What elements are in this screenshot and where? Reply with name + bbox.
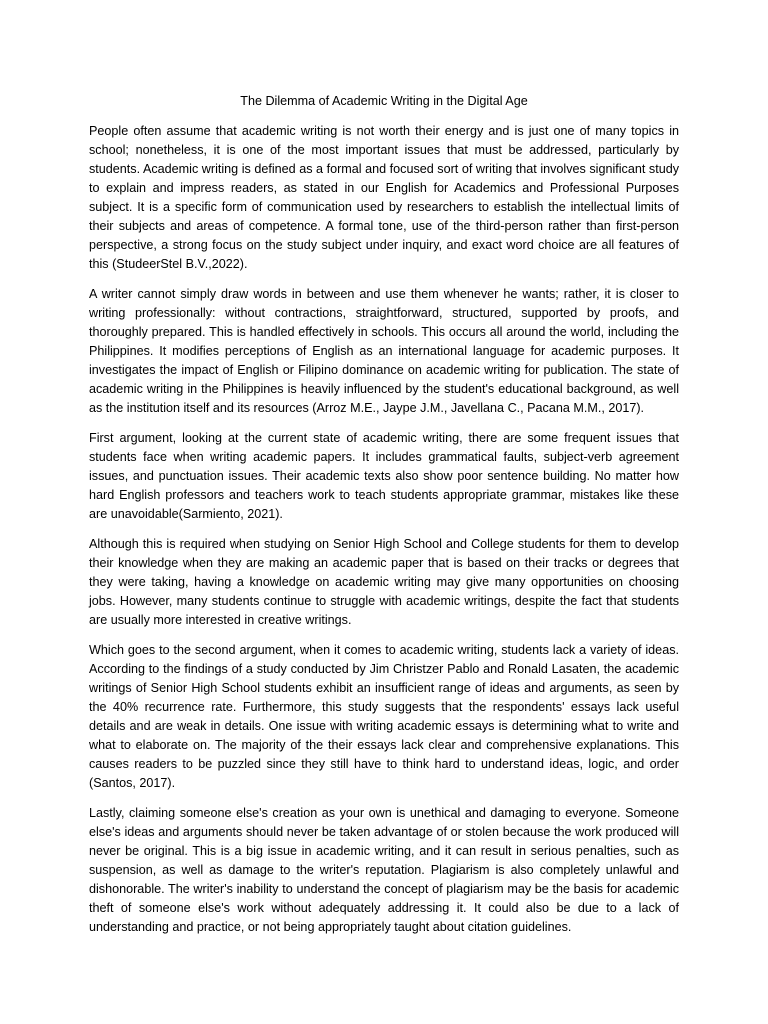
document-body: [89, 92, 679, 948]
paragraph-2: A writer cannot simply draw words in between and use them whenever he wants; rather, it is closer to writing professionally: without contractions, straightforward, structured, supported by proofs, and thoroughly prepared. This is handled effectively in schools. This occurs all around the world, including the Philippines. It modifies perceptions of English as an international language for academic purposes. It investigates the impact of English or Filipino dominance on academic writing for publication. The state of academic writing in the Philippines is heavily influenced by the student's educational background, as well as the institution itself and its resources (Arroz M.E., Jaype J.M., Javellana C., Pacana M.M., 2017).: [89, 287, 679, 415]
paragraph-5: Which goes to the second argument, when it comes to academic writing, students lack a variety of ideas. According to the findings of a study conducted by Jim Christzer Pablo and Ronald Lasaten, the academic writings of Senior High School students exhibit an insufficient range of ideas and arguments, as seen by the 40% recurrence rate. Furthermore, this study suggests that the respondents' essays lack useful details and are weak in details. One issue with writing academic essays is determining what to write and what to elaborate on. The majority of the their essays lack clear and comprehensive explanations. This causes readers to be puzzled since they still have to think hard to understand ideas, logic, and order (Santos, 2017).: [89, 643, 679, 790]
paragraph-4: Although this is required when studying on Senior High School and College students for them to develop their knowledge when they are making an academic paper that is based on their tracks or degrees that they were taking, having a knowledge on academic writing may give many opportunities on choosing jobs. However, many students continue to struggle with academic writings, despite the fact that students are usually more interested in creative writings.: [89, 537, 679, 627]
paragraph-3: First argument, looking at the current state of academic writing, there are some frequent issues that students face when writing academic papers. It includes grammatical faults, subject-verb agreement issues, and punctuation issues. Their academic texts also show poor sentence building. No matter how hard English professors and teachers work to teach students appropriate grammar, mistakes like these are unavoidable(Sarmiento, 2021).: [89, 431, 679, 521]
paragraph-1: People often assume that academic writing is not worth their energy and is just one of many topics in school; nonetheless, it is one of the most important issues that must be addressed, particularly by students. Academic writing is defined as a formal and focused sort of writing that involves significant study to explain and impress readers, as stated in our English for Academics and Professional Purposes subject. It is a specific form of communication used by researchers to establish the intellectual limits of their subjects and areas of competence. A formal tone, use of the third-person rather than first-person perspective, a strong focus on the study subject under inquiry, and exact word choice are all features of this (StudeerStel B.V.,2022).: [89, 124, 679, 271]
paragraph-6: Lastly, claiming someone else's creation as your own is unethical and damaging to everyone. Someone else's ideas and arguments should never be taken advantage of or stolen because the work produced will never be original. This is a big issue in academic writing, and it can result in serious penalties, such as suspension, as well as damage to the writer's reputation. Plagiarism is also completely unlawful and dishonorable. The writer's inability to understand the concept of plagiarism may be the basis for academic theft of someone else's work without adequately addressing it. It could also be due to a lack of understanding and practice, or not being appropriately taught about citation guidelines.: [89, 806, 679, 934]
document-title: The Dilemma of Academic Writing in the Digital Age: [240, 94, 528, 108]
